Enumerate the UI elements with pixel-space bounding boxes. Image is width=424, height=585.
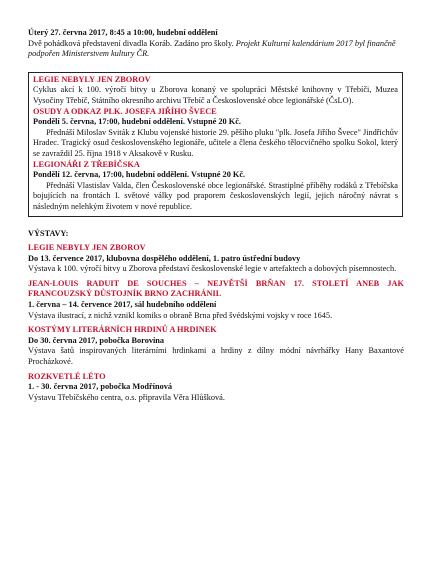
exhibition-text: Výstava šatů inspirovaných literárními hrdinkami a hrdiny z dílny módní návrhářky Hany Baxantové Procházkové. (28, 346, 404, 367)
exhibition-item (28, 243, 404, 275)
exhibition-text: Výstava k 100. výročí bitvy u Zborova představí československé legie v artefaktech a dobových písemnostech. (28, 264, 397, 274)
event-description (28, 39, 404, 60)
exhibition-title: JEAN-LOUIS RADUIT DE SOUCHES – NEJVĚTŠÍ BRŇAN 17. STOLETÍ ANEB JAK FRANCOUZSKÝ DŮSTOJNÍK BRNO ZACHRÁNIL (28, 278, 404, 299)
exhibition-title: LEGIE NEBYLY JEN ZBOROV (28, 243, 146, 253)
exhibition-date: 1. - 30. června 2017, pobočka Modřínová (28, 382, 173, 392)
exhibition-text: Výstava ilustrací, z nichž vznikl komiks o obraně Brna před švédskými vojsky v roce 1645. (28, 310, 333, 320)
exhibition-title: ROZKVETLÉ LÉTO (28, 371, 106, 381)
exhibition-item (28, 325, 404, 367)
lecture-date-legionari: Pondělí 12. června, 17:00, hudební oddělení. Vstupné 20 Kč. (33, 170, 246, 180)
event-date: Úterý 27. června 2017, 8:45 a 10:00, hudební oddělení (28, 28, 218, 37)
document-page (28, 28, 404, 403)
exhibition-date: 1. června – 14. července 2017, sál hudebního oddělení (28, 300, 217, 310)
exhibition-title: KOSTÝMY LITERÁRNÍCH HRDINŮ A HRDINEK (28, 325, 217, 335)
lecture-title-svec: OSUDY A ODKAZ PLK. JOSEFA JIŘÍHO ŠVECE (33, 106, 217, 116)
lecture-date-svec: Pondělí 5. června, 17:00, hudební oddělení. Vstupné 20 Kč. (33, 117, 241, 127)
exhibition-date: Do 30. června 2017, pobočka Borovina (28, 335, 165, 345)
lecture-text-svec: Přednáší Miloslav Sviták z Klubu vojenské historie 29. pěšího pluku "plk. Josefa Jiřího Švece" Jindřichův Hradec. Tragický osud československého legionáře, učitele a člena českého tělocvičného spolku Sokol, který se zavraždil 25. října 1918 v Aksakově v Rusku. (33, 127, 398, 158)
exhibition-date: Do 13. července 2017, klubovna dospělého oddělení, 1. patro ústřední budovy (28, 253, 301, 263)
exhibitions-heading: VÝSTAVY: (28, 228, 69, 238)
cycle-title: LEGIE NEBYLY JEN ZBOROV (33, 74, 151, 84)
zborov-cycle-box (28, 72, 403, 217)
exhibition-item (28, 372, 404, 404)
lecture-text-legionari: Přednáší Vlastislav Valda, člen Československé obce legionářské. Strastiplné příběhy rodáků z Třebíčska bojujících na frontách I. světové války pod praporem československých legií, jejich náročný návrat s následným nelehkým životem v nové republice. (33, 180, 398, 211)
event-text: Dvě pohádková představení divadla Koráb. Zadáno pro školy. (28, 38, 236, 48)
exhibition-item (28, 279, 404, 321)
exhibition-text: Výstavu Třebíčského centra, o.s. připravila Věra Hlůšková. (28, 392, 225, 402)
cycle-description: Cyklus akcí k 100. výročí bitvy u Zborova konaný ve spolupráci Městské knihovny v Třebíči, Muzea Vysočiny Třebíč, Státního okresního archivu Třebíč a Československé obce legionářské (ČsLO). (33, 85, 398, 105)
lecture-title-legionari: LEGIONÁŘI Z TŘEBÍČSKA (33, 159, 140, 169)
funding-note: Projekt Kulturní kalendárium 2017 byl finančně podpořen Ministerstvem kultury ČR. (28, 38, 396, 59)
